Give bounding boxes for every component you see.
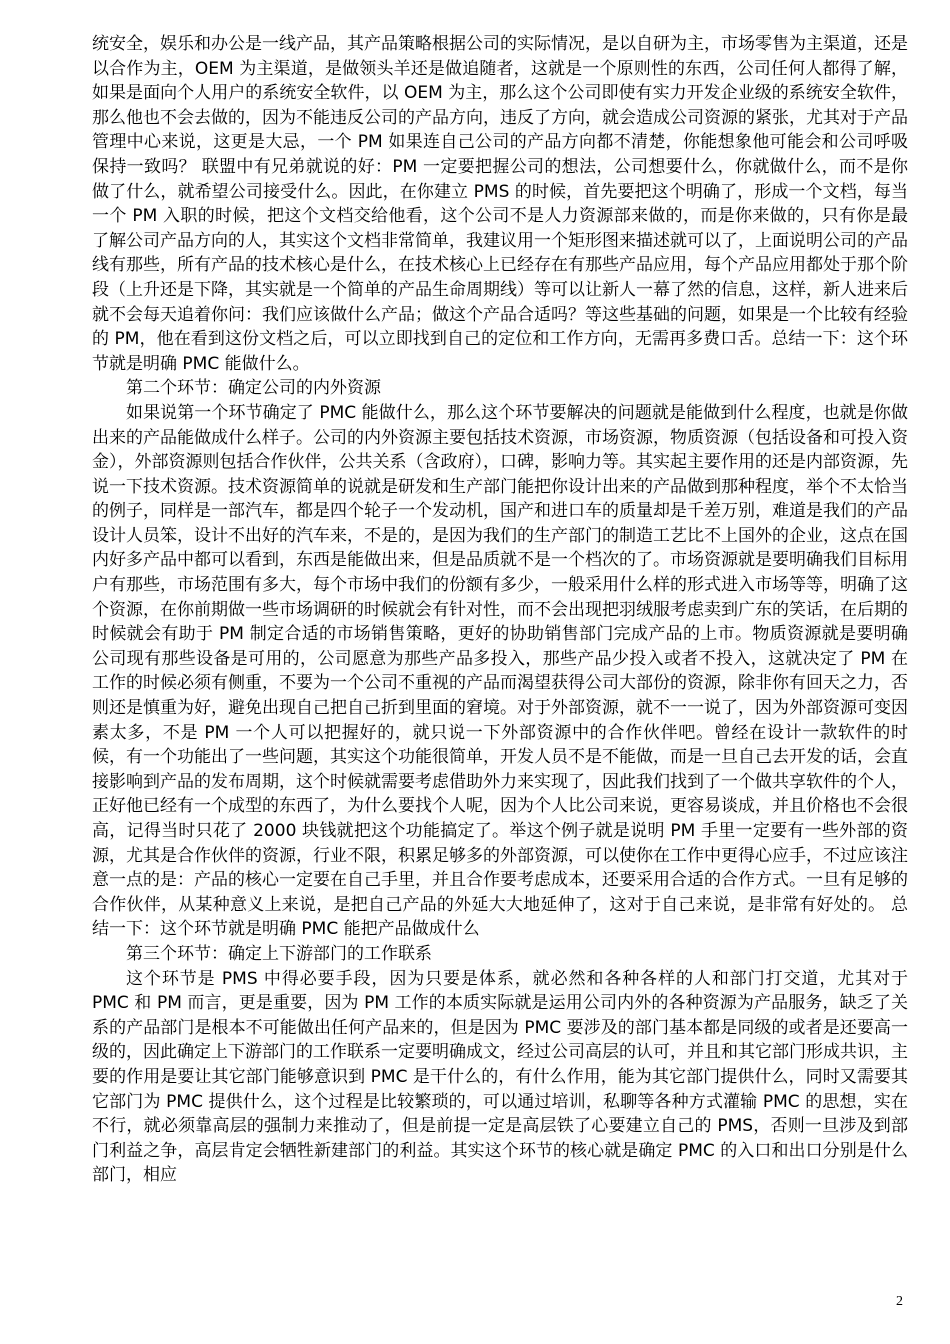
page-number: 2: [896, 1294, 903, 1309]
paragraph-product-direction: 统安全，娱乐和办公是一线产品，其产品策略根据公司的实际情况，是以自研为主，市场零售为主渠道，还是以合作为主，OEM 为主渠道，是做领头羊还是做追随者，这就是一个原则性的东西，公司任何人都得了解，如果是面向个人用户的系统安全软件，以 OEM 为主，那么这个公司即使有实力开发企业级的系统安全软件，那么他也不会去做的，因为不能违反公司的产品方向，违反了方向，就会造成公司资源的紧张，尤其对于产品管理中心来说，这更是大忌，一个 PM 如果连自己公司的产品方向都不清楚，你能想象他可能会和公司呼吸保持一致吗？ 联盟中有兄弟就说的好：PM 一定要把握公司的想法，公司想要什么，你就做什么，而不是你做了什么，就希望公司接受什么。因此，在你建立 PMS 的时候，首先要把这个明确了，形成一个文档，每当一个 PM 入职的时候，把这个文档交给他看，这个公司不是人力资源部来做的，而是你来做的，只有你是最了解公司产品方向的人，其实这个文档非常简单，我建议用一个矩形图来描述就可以了，上面说明公司的产品线有那些，所有产品的技术核心是什么，在技术核心上已经存在有那些产品应用，每个产品应用都处于那个阶段（上升还是下降，其实就是一个简单的产品生命周期线）等可以让新人一幕了然的信息，这样，新人进来后就不会每天追着你问：我们应该做什么产品；做这个产品合适吗？等这些基础的问题，如果是一个比较有经验的 PM，他在看到这份文档之后，可以立即找到自己的定位和工作方向，无需再多费口舌。总结一下：这个环节就是明确 PMC 能做什么。: [92, 34, 908, 374]
section-heading-internal-external-resources: 第二个环节：确定公司的内外资源: [126, 378, 381, 399]
document-body: [92, 32, 908, 1188]
paragraph-department-relations: 这个环节是 PMS 中得必要手段，因为只要是体系，就必然和各种各样的人和部门打交道，尤其对于 PMC 和 PM 而言，更是重要，因为 PM 工作的本质实际就是运用公司内外的各种资源为产品服务，缺乏了关系的产品部门是根本不可能做出任何产品来的，但是因为 PMC 要涉及的部门基本都是同级的或者是还要高一级的，因此确定上下游部门的工作联系一定要明确成文，经过公司高层的认可，并且和其它部门形成共识，主要的作用是要让其它部门能够意识到 PMC 是干什么的，有什么作用，能为其它部门提供什么，同时又需要其它部门为 PMC 提供什么，这个过程是比较繁琐的，可以通过培训，私聊等各种方式灌输 PMC 的思想，实在不行，就必须靠高层的强制力来推动了，但是前提一定是高层铁了心要建立自己的 PMS，否则一旦涉及到部门利益之争，高层肯定会牺牲新建部门的利益。其实这个环节的核心就是确定 PMC 的入口和出口分别是什么部门，相应: [92, 968, 908, 1186]
paragraph-resources: 如果说第一个环节确定了 PMC 能做什么，那么这个环节要解决的问题就是能做到什么程度，也就是你做出来的产品能做成什么样子。公司的内外资源主要包括技术资源，市场资源，物质资源（包括设备和可投入资金），外部资源则包括合作伙伴，公共关系（含政府），口碑，影响力等。其实起主要作用的还是内部资源，先说一下技术资源。技术资源简单的说就是研发和生产部门能把你设计出来的产品做到那种程度，举个不太恰当的例子，同样是一部汽车，都是四个轮子一个发动机，国产和进口车的质量却是千差万别，难道是我们的产品设计人员笨，设计不出好的汽车来，不是的，是因为我们的生产部门的制造工艺比不上国外的企业，这点在国内好多产品中都可以看到，东西是能做出来，但是品质就不是一个档次的了。市场资源就是要明确我们目标用户有那些，市场范围有多大，每个市场中我们的份额有多少，一般采用什么样的形式进入市场等等，明确了这个资源，在你前期做一些市场调研的时候就会有针对性，而不会出现把羽绒服考虑卖到广东的笑话，在后期的时候就会有助于 PM 制定合适的市场销售策略，更好的协助销售部门完成产品的上市。物质资源就是要明确公司现有那些设备是可用的，公司愿意为那些产品多投入，那些产品少投入或者不投入，这就决定了 PM 在工作的时候必须有侧重，不要为一个公司不重视的产品而渴望获得公司大部份的资源，除非你有回天之力，否则还是慎重为好，避免出现自己把自己折到里面的窘境。对于外部资源，就不一一说了，因为外部资源可变因素太多，不是 PM 一个人可以把握好的，就只说一下外部资源中的合作伙伴吧。曾经在设计一款软件的时候，有一个功能出了一些问题，其实这个功能很简单，开发人员不是不能做，而是一旦自己去开发的话，会直接影响到产品的发布周期，这个时候就需要考虑借助外力来实现了，因此我们找到了一个做共享软件的个人，正好他已经有一个成型的东西了，为什么要找个人呢，因为个人比公司来说，更容易谈成，并且价格也不会很高，记得当时只花了 2000 块钱就把这个功能搞定了。举这个例子就是说明 PM 手里一定要有一些外部的资源，尤其是合作伙伴的资源，行业不限，积累足够多的外部资源，可以使你在工作中更得心应手，不过应该注意一点的是：产品的核心一定要在自己手里，并且合作要考虑成本，还要采用合适的合作方式。一旦有足够的合作伙伴，从某种意义上来说，是把自己产品的外延大大地延伸了，这对于自己来说，是非常有好处的。 总结一下：这个环节就是明确 PMC 能把产品做成什么: [92, 402, 908, 940]
section-heading-upstream-downstream: 第三个环节：确定上下游部门的工作联系: [126, 943, 432, 964]
